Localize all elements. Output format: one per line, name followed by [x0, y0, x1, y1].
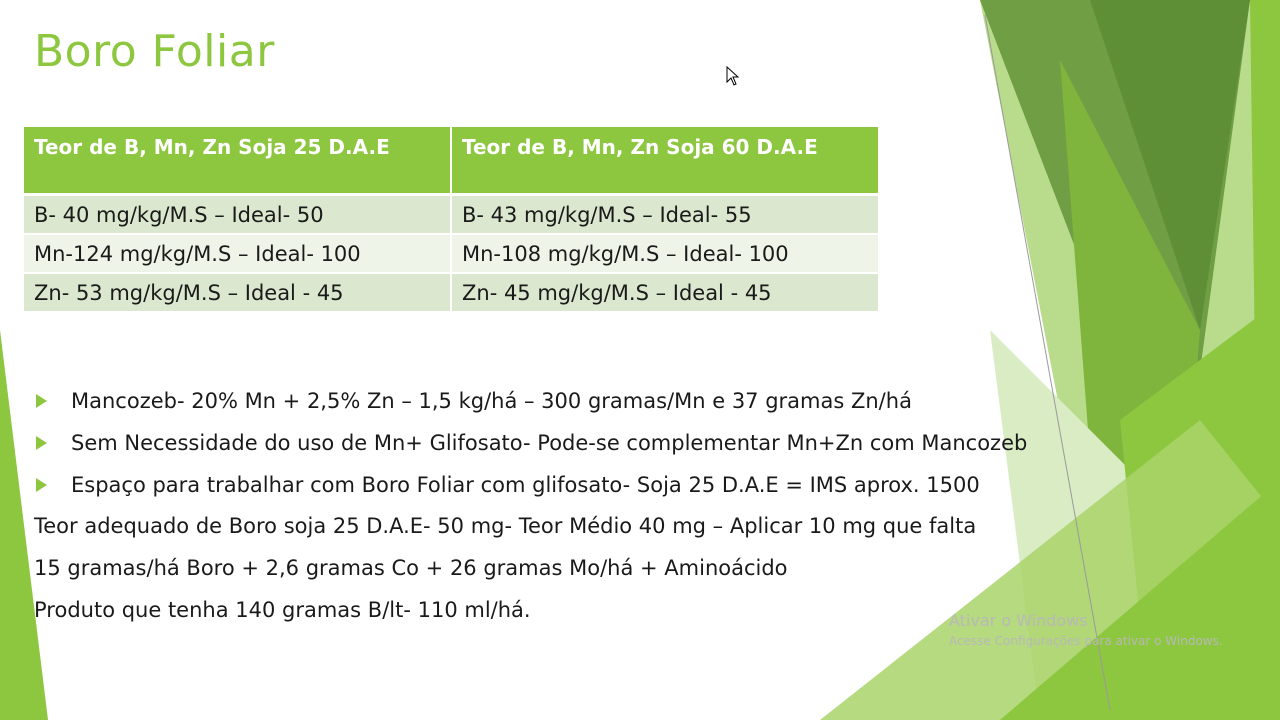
table-header-cell: Teor de B, Mn, Zn Soja 60 D.A.E — [451, 127, 878, 195]
bullet-text: Mancozeb- 20% Mn + 2,5% Zn – 1,5 kg/há – 300 gramas/Mn e 37 gramas Zn/há — [71, 389, 912, 413]
table-row — [24, 234, 878, 273]
table-row — [24, 195, 878, 235]
table-row — [24, 273, 878, 311]
windows-activation-watermark — [949, 611, 1223, 648]
table-header-cell: Teor de B, Mn, Zn Soja 25 D.A.E — [24, 127, 451, 195]
nutrient-table — [24, 127, 878, 311]
text-line: 15 gramas/há Boro + 2,6 gramas Co + 26 gramas Mo/há + Aminoácido — [34, 556, 788, 580]
table-cell: Mn-108 mg/kg/M.S – Ideal- 100 — [451, 234, 878, 273]
body-text — [34, 505, 976, 631]
list-item — [34, 380, 1027, 422]
list-item — [34, 422, 1027, 464]
text-line: Teor adequado de Boro soja 25 D.A.E- 50 mg- Teor Médio 40 mg – Aplicar 10 mg que falta — [34, 514, 977, 538]
table-cell: Zn- 45 mg/kg/M.S – Ideal - 45 — [451, 273, 878, 311]
bullet-list — [34, 380, 1027, 506]
bullet-text: Espaço para trabalhar com Boro Foliar com glifosato- Soja 25 D.A.E = IMS aprox. 1500 — [71, 473, 980, 497]
slide-title: Boro Foliar — [34, 26, 275, 77]
watermark-title: Ativar o Windows — [949, 611, 1088, 630]
watermark-subtitle: Acesse Configurações para ativar o Windows. — [949, 634, 1223, 648]
bullet-arrow-icon — [36, 478, 47, 492]
mouse-pointer-icon — [726, 66, 740, 86]
text-line: Produto que tenha 140 gramas B/lt- 110 ml/há. — [34, 598, 531, 622]
bullet-arrow-icon — [36, 394, 47, 408]
bullet-text: Sem Necessidade do uso de Mn+ Glifosato- Pode-se complementar Mn+Zn com Mancozeb — [71, 431, 1028, 455]
bullet-arrow-icon — [36, 436, 47, 450]
table-header-row — [24, 127, 878, 195]
table-cell: B- 43 mg/kg/M.S – Ideal- 55 — [451, 195, 878, 235]
table-cell: Mn-124 mg/kg/M.S – Ideal- 100 — [24, 234, 451, 273]
list-item — [34, 464, 1027, 506]
table-cell: B- 40 mg/kg/M.S – Ideal- 50 — [24, 195, 451, 235]
table-cell: Zn- 53 mg/kg/M.S – Ideal - 45 — [24, 273, 451, 311]
